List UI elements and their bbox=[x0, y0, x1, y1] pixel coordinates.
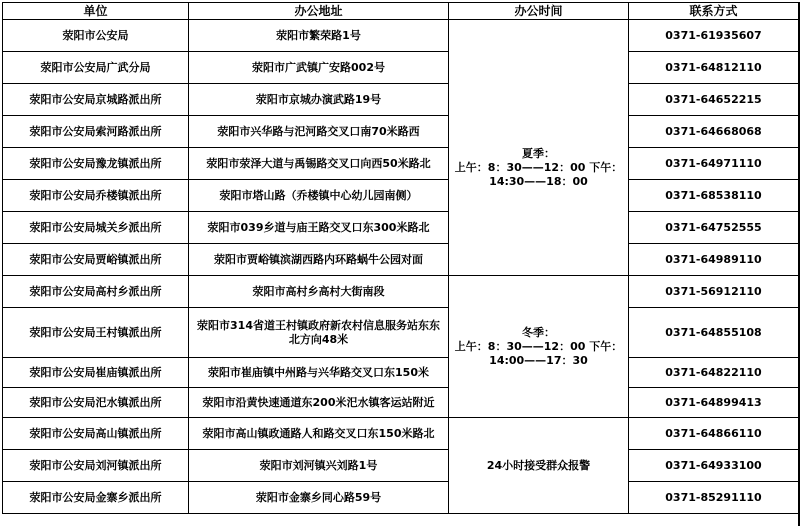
address-cell: 荥阳市314省道王村镇政府新农村信息服务站东东北方向48米 bbox=[189, 308, 449, 358]
phone-cell: 0371-56912110 bbox=[629, 276, 799, 308]
header-unit: 单位 bbox=[3, 3, 189, 20]
table-row bbox=[3, 276, 799, 308]
phone-cell: 0371-64899413 bbox=[629, 388, 799, 418]
table-row bbox=[3, 308, 799, 358]
unit-cell: 荥阳市公安局高山镇派出所 bbox=[3, 418, 189, 450]
address-cell: 荥阳市兴华路与汜河路交叉口南70米路西 bbox=[189, 116, 449, 148]
unit-cell: 荥阳市公安局京城路派出所 bbox=[3, 84, 189, 116]
winter-label: 冬季： bbox=[522, 325, 555, 339]
unit-cell: 荥阳市公安局乔楼镇派出所 bbox=[3, 180, 189, 212]
unit-cell: 荥阳市公安局豫龙镇派出所 bbox=[3, 148, 189, 180]
address-cell: 荥阳市贾峪镇滨湖西路内环路蜗牛公园对面 bbox=[189, 244, 449, 276]
unit-cell: 荥阳市公安局索河路派出所 bbox=[3, 116, 189, 148]
phone-cell: 0371-64812110 bbox=[629, 52, 799, 84]
header-row bbox=[3, 3, 799, 20]
header-address: 办公地址 bbox=[189, 3, 449, 20]
address-cell: 荥阳市荥泽大道与禹锡路交叉口向西50米路北 bbox=[189, 148, 449, 180]
phone-cell: 0371-64822110 bbox=[629, 358, 799, 388]
phone-cell: 0371-64855108 bbox=[629, 308, 799, 358]
phone-cell: 0371-85291110 bbox=[629, 482, 799, 514]
address-cell: 荥阳市金寨乡同心路59号 bbox=[189, 482, 449, 514]
table-row bbox=[3, 116, 799, 148]
address-cell: 荥阳市高山镇政通路人和路交叉口东150米路北 bbox=[189, 418, 449, 450]
unit-cell: 荥阳市公安局城关乡派出所 bbox=[3, 212, 189, 244]
address-cell: 荥阳市繁荣路1号 bbox=[189, 20, 449, 52]
phone-cell: 0371-64989110 bbox=[629, 244, 799, 276]
table-row bbox=[3, 52, 799, 84]
address-cell: 荥阳市崔庙镇中州路与兴华路交叉口东150米 bbox=[189, 358, 449, 388]
table-row bbox=[3, 180, 799, 212]
unit-cell: 荥阳市公安局崔庙镇派出所 bbox=[3, 358, 189, 388]
table-row bbox=[3, 450, 799, 482]
phone-cell: 0371-61935607 bbox=[629, 20, 799, 52]
unit-cell: 荥阳市公安局高村乡派出所 bbox=[3, 276, 189, 308]
phone-cell: 0371-64752555 bbox=[629, 212, 799, 244]
address-cell: 荥阳市塔山路（乔楼镇中心幼儿园南侧） bbox=[189, 180, 449, 212]
table-row bbox=[3, 84, 799, 116]
summer-hours-cell bbox=[449, 20, 629, 276]
table-row bbox=[3, 358, 799, 388]
unit-cell: 荥阳市公安局广武分局 bbox=[3, 52, 189, 84]
table-row bbox=[3, 148, 799, 180]
table-row bbox=[3, 388, 799, 418]
address-cell: 荥阳市沿黄快速通道东200米汜水镇客运站附近 bbox=[189, 388, 449, 418]
phone-cell: 0371-64866110 bbox=[629, 418, 799, 450]
address-cell: 荥阳市刘河镇兴刘路1号 bbox=[189, 450, 449, 482]
winter-times: 上午：8：30——12：00 下午：14:00——17：30 bbox=[454, 339, 623, 367]
phone-cell: 0371-64971110 bbox=[629, 148, 799, 180]
address-cell: 荥阳市广武镇广安路002号 bbox=[189, 52, 449, 84]
unit-cell: 荥阳市公安局金寨乡派出所 bbox=[3, 482, 189, 514]
table-row bbox=[3, 212, 799, 244]
unit-cell: 荥阳市公安局汜水镇派出所 bbox=[3, 388, 189, 418]
phone-cell: 0371-68538110 bbox=[629, 180, 799, 212]
unit-cell: 荥阳市公安局贾峪镇派出所 bbox=[3, 244, 189, 276]
table-row bbox=[3, 482, 799, 514]
emergency-cell: 24小时接受群众报警 bbox=[449, 418, 629, 514]
address-cell: 荥阳市高村乡高村大街南段 bbox=[189, 276, 449, 308]
table-row bbox=[3, 418, 799, 450]
office-directory-table bbox=[2, 2, 799, 514]
phone-cell: 0371-64668068 bbox=[629, 116, 799, 148]
summer-label: 夏季： bbox=[522, 146, 555, 160]
header-hours: 办公时间 bbox=[449, 3, 629, 20]
table-row bbox=[3, 244, 799, 276]
address-cell: 荥阳市京城办演武路19号 bbox=[189, 84, 449, 116]
unit-cell: 荥阳市公安局王村镇派出所 bbox=[3, 308, 189, 358]
table-row bbox=[3, 20, 799, 52]
header-contact: 联系方式 bbox=[629, 3, 799, 20]
winter-hours-cell bbox=[449, 276, 629, 418]
summer-times: 上午：8：30——12：00 下午：14:30——18：00 bbox=[454, 160, 623, 188]
unit-cell: 荥阳市公安局 bbox=[3, 20, 189, 52]
phone-cell: 0371-64652215 bbox=[629, 84, 799, 116]
address-cell: 荥阳市039乡道与庙王路交叉口东300米路北 bbox=[189, 212, 449, 244]
unit-cell: 荥阳市公安局刘河镇派出所 bbox=[3, 450, 189, 482]
phone-cell: 0371-64933100 bbox=[629, 450, 799, 482]
